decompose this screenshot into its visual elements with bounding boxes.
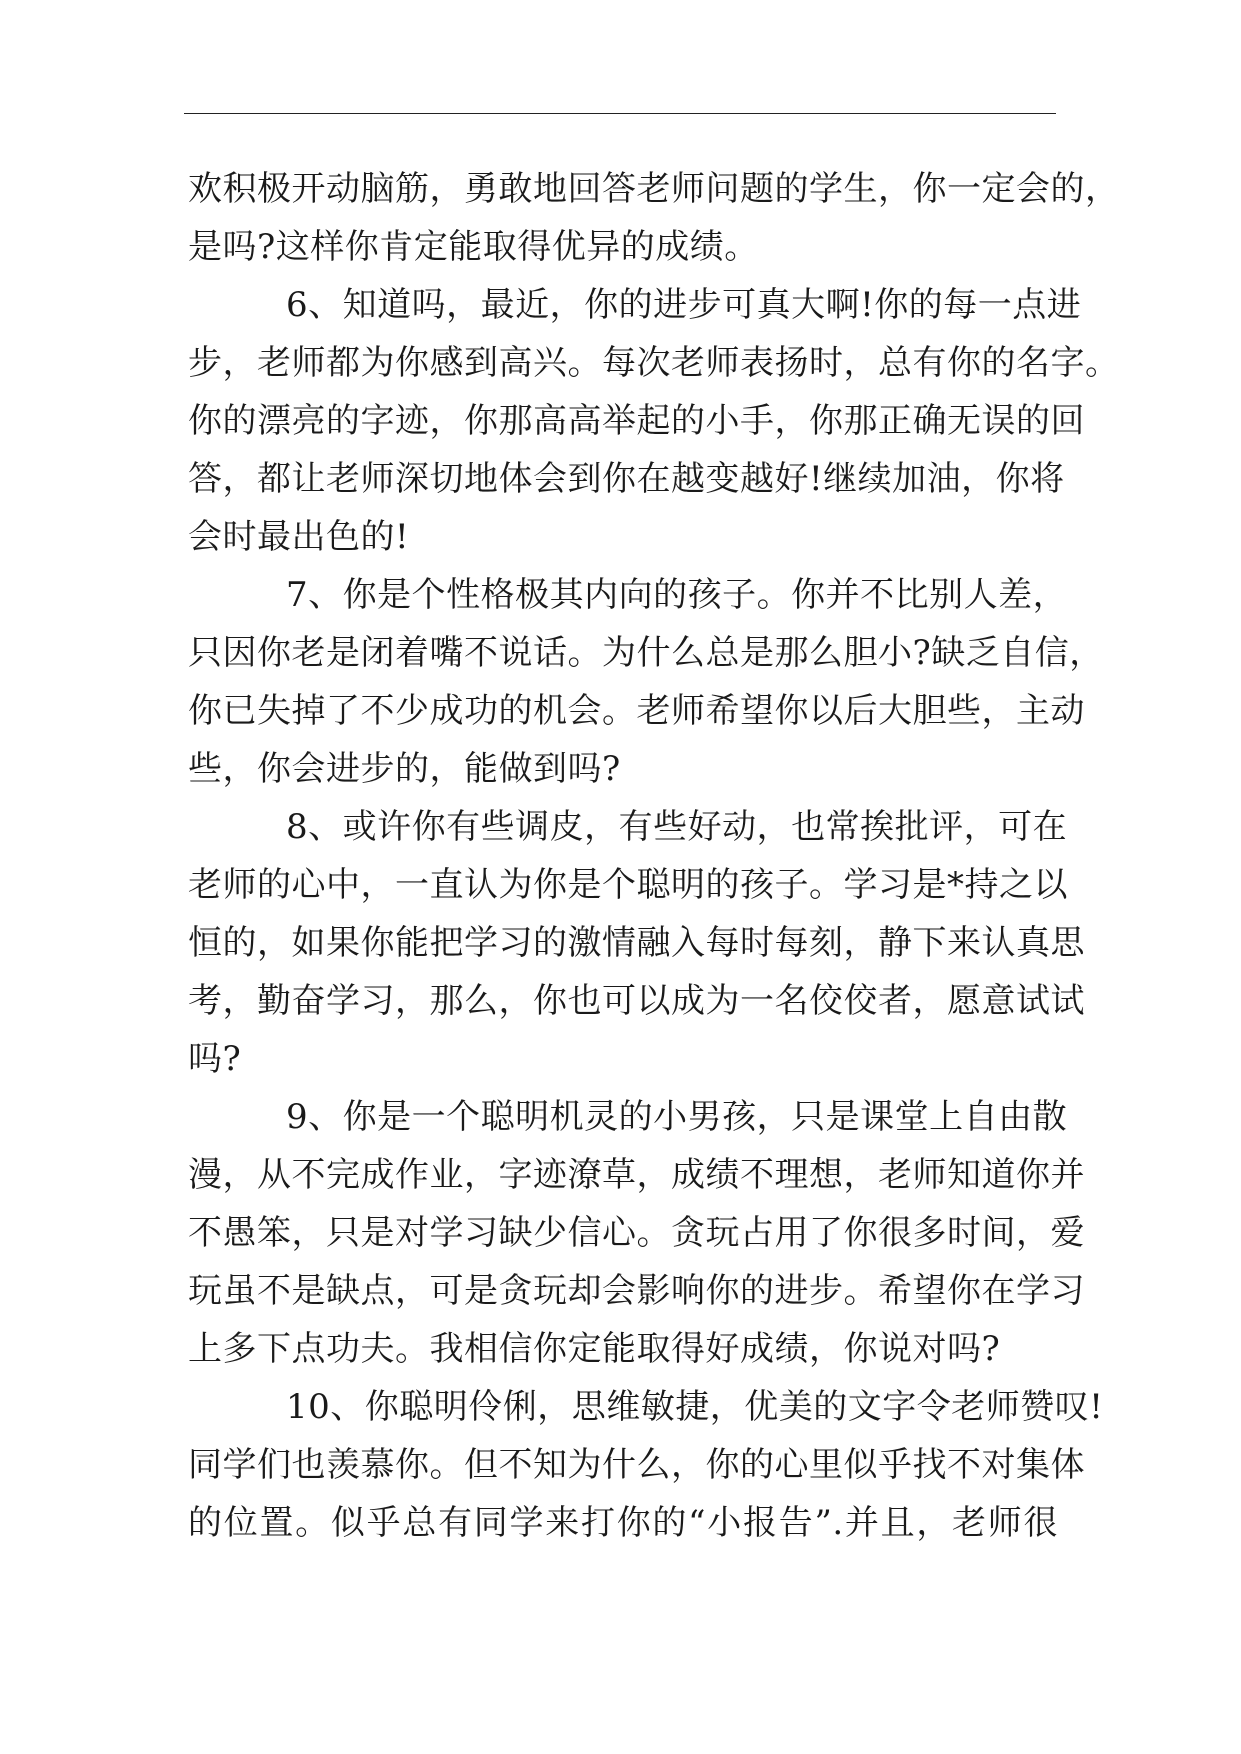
text-line: 你已失掉了不少成功的机会。老师希望你以后大胆些，主动 xyxy=(188,691,1085,731)
text-line: 同学们也羡慕你。但不知为什么，你的心里似乎找不对集体 xyxy=(188,1445,1085,1485)
text-line: 10、你聪明伶俐，思维敏捷，优美的文字令老师赞叹! xyxy=(286,1387,1104,1427)
text-line: 漫，从不完成作业，字迹潦草，成绩不理想，老师知道你并 xyxy=(188,1155,1085,1195)
text-line: 7、你是个性格极其内向的孩子。你并不比别人差， xyxy=(286,575,1068,615)
text-line: 是吗?这样你肯定能取得优异的成绩。 xyxy=(188,227,759,267)
text-line: 8、或许你有些调皮，有些好动，也常挨批评，可在 xyxy=(286,807,1068,847)
text-line: 会时最出色的! xyxy=(188,517,410,557)
body-text xyxy=(188,160,1120,1552)
text-line: 6、知道吗，最近，你的进步可真大啊!你的每一点进 xyxy=(286,285,1082,325)
text-line: 恒的，如果你能把学习的激情融入每时每刻，静下来认真思 xyxy=(188,923,1085,963)
text-line: 考，勤奋学习，那么，你也可以成为一名佼佼者，愿意试试 xyxy=(188,981,1085,1021)
text-line: 不愚笨，只是对学习缺少信心。贪玩占用了你很多时间，爱 xyxy=(188,1213,1085,1253)
text-line: 老师的心中，一直认为你是个聪明的孩子。学习是*持之以 xyxy=(188,865,1068,905)
text-line: 答，都让老师深切地体会到你在越变越好!继续加油，你将 xyxy=(188,459,1065,499)
text-line: 步，老师都为你感到高兴。每次老师表扬时，总有你的名字。 xyxy=(188,343,1120,383)
text-line: 吗? xyxy=(188,1039,242,1079)
text-line: 你的漂亮的字迹，你那高高举起的小手，你那正确无误的回 xyxy=(188,401,1085,441)
text-line: 些，你会进步的，能做到吗? xyxy=(188,749,621,789)
text-line: 上多下点功夫。我相信你定能取得好成绩，你说对吗? xyxy=(188,1329,1001,1369)
header-rule xyxy=(184,113,1056,114)
text-line: 只因你老是闭着嘴不说话。为什么总是那么胆小?缺乏自信， xyxy=(188,633,1104,673)
text-line: 玩虽不是缺点，可是贪玩却会影响你的进步。希望你在学习 xyxy=(188,1271,1085,1311)
text-line: 9、你是一个聪明机灵的小男孩，只是课堂上自由散 xyxy=(286,1097,1068,1137)
text-line: 的位置。似乎总有同学来打你的“小报告”.并且，老师很 xyxy=(188,1503,1058,1543)
text-line: 欢积极开动脑筋，勇敢地回答老师问题的学生，你一定会的， xyxy=(188,169,1120,209)
